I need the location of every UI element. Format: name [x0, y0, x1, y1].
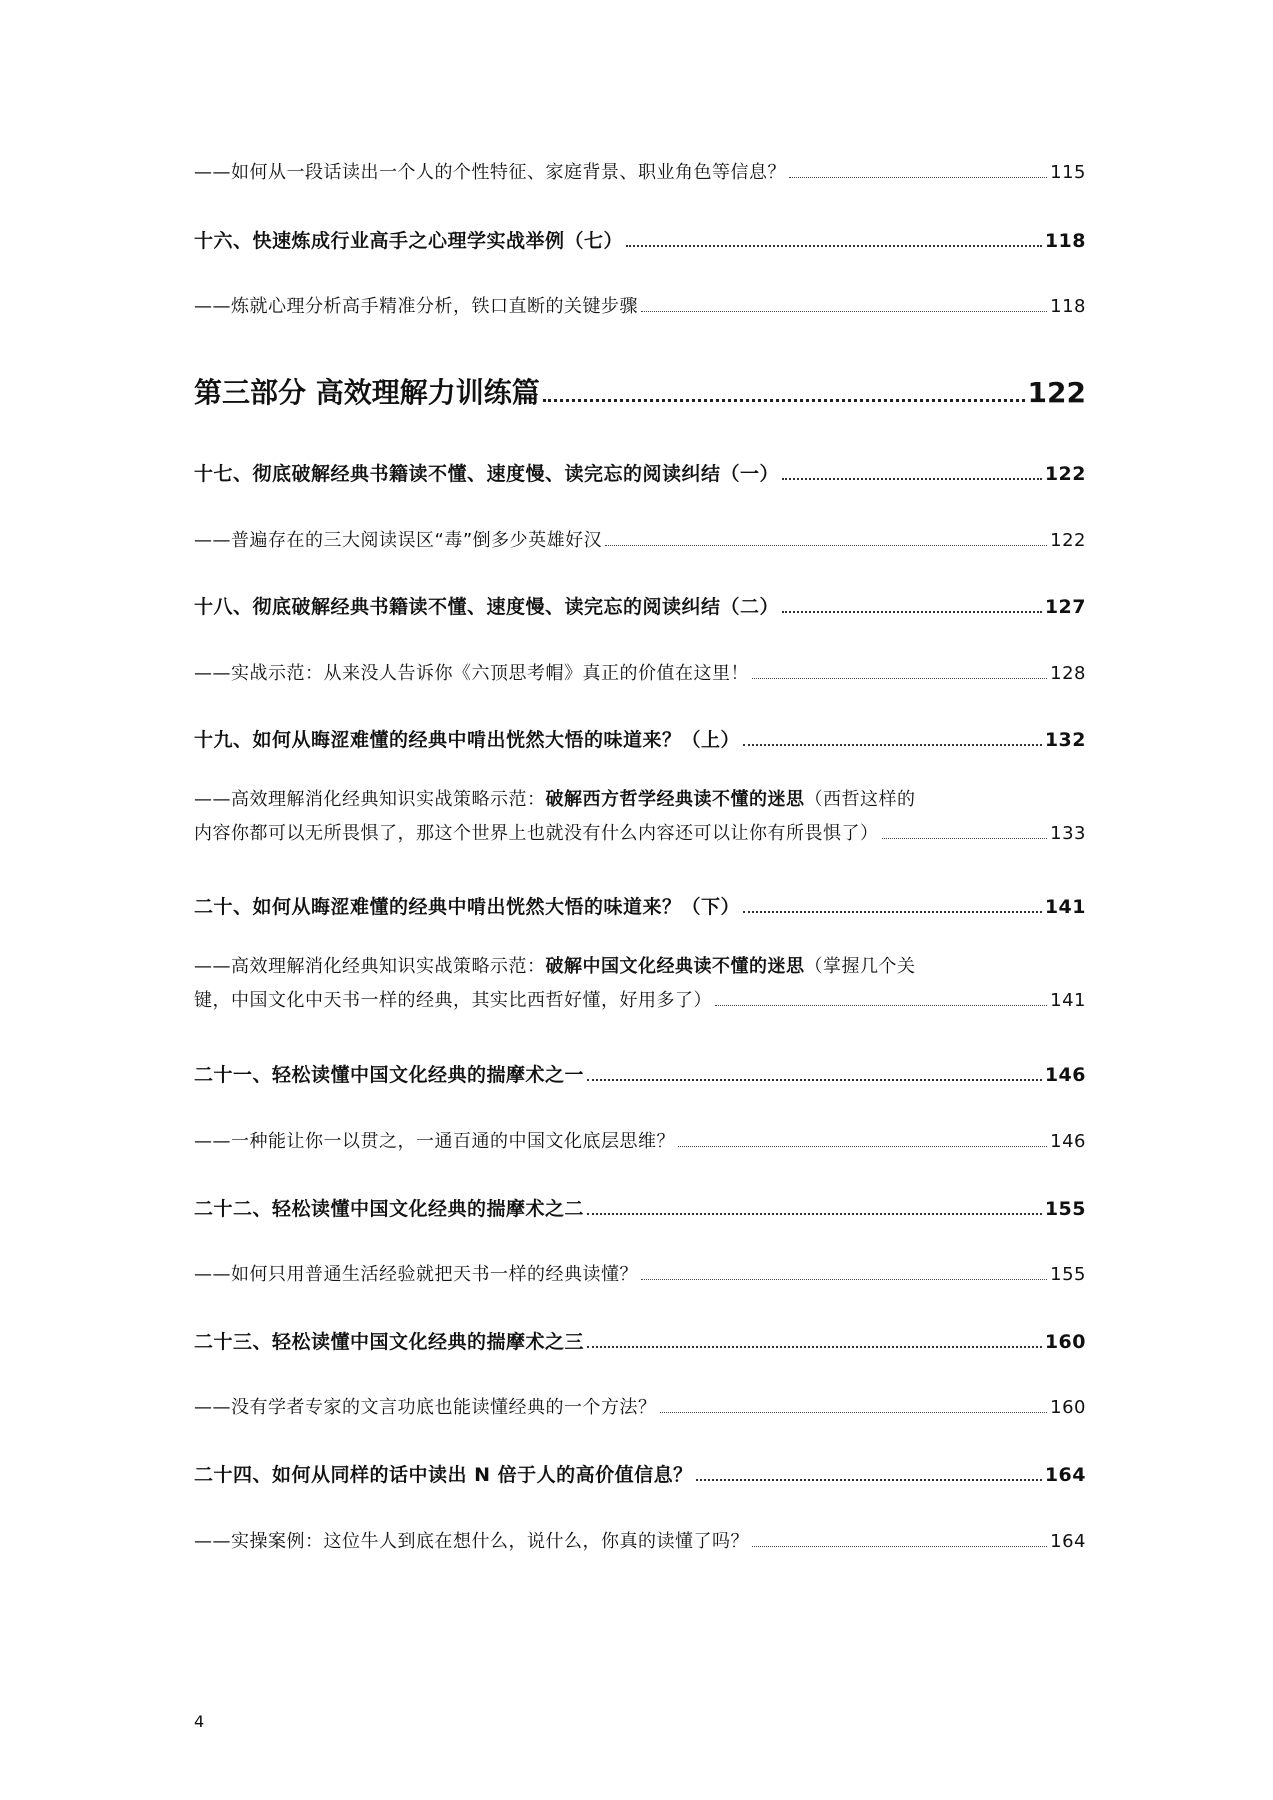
toc-entry-title: 二十四、如何从同样的话中读出 N 倍于人的高价值信息？: [194, 1464, 693, 1486]
toc-entry-sub[interactable]: [194, 292, 1086, 318]
toc-entry-title: 十七、彻底破解经典书籍读不懂、速度慢、读完忘的阅读纠结（一）: [194, 463, 780, 485]
dot-leader: [641, 1278, 1047, 1280]
toc-block-continuation: 键，中国文化中天书一样的经典，其实比西哲好懂，好用多了）: [194, 990, 712, 1011]
toc-block-prefix: ——高效理解消化经典知识实战策略示范：: [194, 789, 546, 810]
toc-entry-page: 160: [1044, 1331, 1086, 1353]
toc-block-line2: [194, 984, 1086, 1018]
toc-entry-page: 155: [1050, 1264, 1086, 1285]
dot-leader: [715, 1004, 1047, 1006]
toc-entry-sub[interactable]: [194, 1527, 1086, 1553]
dot-leader: [789, 176, 1047, 178]
toc-block-line1: [194, 783, 1086, 817]
dot-leader: [626, 244, 1042, 247]
toc-entry-title: ——普遍存在的三大阅读误区“毒”倒多少英雄好汉: [194, 530, 603, 551]
toc-block-continuation: 内容你都可以无所畏惧了，那这个世界上也就没有什么内容还可以让你有所畏惧了）: [194, 823, 879, 844]
toc-block-bold: 破解中国文化经典读不懂的迷思: [545, 956, 805, 977]
dot-leader: [743, 910, 1042, 913]
toc-entry-page: 141: [1050, 990, 1086, 1011]
dot-leader: [587, 1078, 1042, 1081]
toc-entry-page: 118: [1050, 296, 1086, 317]
dot-leader: [678, 1145, 1047, 1147]
toc-entry-page: 127: [1044, 596, 1086, 618]
toc-entry-chapter[interactable]: [194, 1060, 1086, 1087]
dot-leader: [696, 1478, 1042, 1481]
dot-leader: [782, 610, 1042, 613]
toc-entry-chapter[interactable]: [194, 892, 1086, 919]
dot-leader: [743, 743, 1042, 746]
toc-entry-chapter[interactable]: [194, 725, 1086, 752]
toc-entry-page: 164: [1050, 1531, 1086, 1552]
toc-entry-page: 164: [1044, 1464, 1086, 1486]
toc-entry-title: ——实操案例：这位牛人到底在想什么，说什么，你真的读懂了吗？: [194, 1531, 749, 1552]
dot-leader: [587, 1212, 1042, 1215]
toc-part-title: 第三部分 高效理解力训练篇: [194, 376, 540, 409]
toc-entry-sub[interactable]: [194, 526, 1086, 552]
toc-block-tail: （掌握几个关: [804, 956, 916, 977]
dot-leader: [752, 1545, 1047, 1547]
toc-entry-chapter[interactable]: [194, 1327, 1086, 1354]
toc-block-tail: （西哲这样的: [804, 789, 916, 810]
dot-leader: [543, 398, 1025, 402]
toc-entry-page: 122: [1044, 463, 1086, 485]
toc-entry-page: 133: [1050, 823, 1086, 844]
toc-entry-title: 二十、如何从晦涩难懂的经典中啃出恍然大悟的味道来？（下）: [194, 896, 741, 918]
toc-entry-sub[interactable]: [194, 1127, 1086, 1153]
toc-block-line1: [194, 950, 1086, 984]
toc-entry-sub[interactable]: [194, 158, 1086, 184]
toc-entry-title: ——如何只用普通生活经验就把天书一样的经典读懂？: [194, 1264, 638, 1285]
toc-entry-page: 160: [1050, 1397, 1086, 1418]
toc-entry-page: 141: [1044, 896, 1086, 918]
toc-entry-title: 十八、彻底破解经典书籍读不懂、速度慢、读完忘的阅读纠结（二）: [194, 596, 780, 618]
toc-entry-title: ——没有学者专家的文言功底也能读懂经典的一个方法？: [194, 1397, 657, 1418]
dot-leader: [660, 1411, 1048, 1413]
toc-entry-page: 122: [1027, 376, 1086, 409]
toc-entry-chapter[interactable]: [194, 226, 1086, 253]
toc-entry-chapter[interactable]: [194, 1194, 1086, 1221]
toc-entry-page: 155: [1044, 1198, 1086, 1220]
dot-leader: [782, 477, 1042, 480]
toc-block-bold: 破解西方哲学经典读不懂的迷思: [545, 789, 805, 810]
page-number: 4: [194, 1712, 205, 1731]
dot-leader: [882, 837, 1048, 839]
toc-entry-page: 118: [1044, 230, 1086, 252]
toc-entry-title: 十六、快速炼成行业高手之心理学实战举例（七）: [194, 230, 624, 252]
dot-leader: [605, 544, 1047, 546]
toc-entry-title: 二十二、轻松读懂中国文化经典的揣摩术之二: [194, 1198, 585, 1220]
toc-block-line2: [194, 817, 1086, 851]
toc-entry-sub-multiline[interactable]: [194, 950, 1086, 1018]
toc-entry-chapter[interactable]: [194, 459, 1086, 486]
toc-entry-page: 132: [1044, 729, 1086, 751]
toc-entry-title: 十九、如何从晦涩难懂的经典中啃出恍然大悟的味道来？（上）: [194, 729, 741, 751]
toc-entry-title: 二十一、轻松读懂中国文化经典的揣摩术之一: [194, 1064, 585, 1086]
toc-entry-chapter[interactable]: [194, 592, 1086, 619]
toc-entry-sub[interactable]: [194, 659, 1086, 685]
toc-entry-title: ——炼就心理分析高手精准分析，铁口直断的关键步骤: [194, 296, 638, 317]
toc-entry-title: ——实战示范：从来没人告诉你《六顶思考帽》真正的价值在这里！: [194, 663, 749, 684]
toc-entry-sub[interactable]: [194, 1260, 1086, 1286]
dot-leader: [587, 1345, 1042, 1348]
toc-entry-page: 122: [1050, 530, 1086, 551]
toc-block-prefix: ——高效理解消化经典知识实战策略示范：: [194, 956, 546, 977]
toc-entry-chapter[interactable]: [194, 1460, 1086, 1487]
toc-entry-page: 128: [1050, 663, 1086, 684]
dot-leader: [641, 310, 1047, 312]
toc-entry-part[interactable]: [194, 371, 1086, 411]
toc-entry-title: 二十三、轻松读懂中国文化经典的揣摩术之三: [194, 1331, 585, 1353]
toc-entry-page: 115: [1050, 162, 1086, 183]
toc-entry-page: 146: [1044, 1064, 1086, 1086]
toc-entry-sub-multiline[interactable]: [194, 783, 1086, 851]
toc-entry-title: ——一种能让你一以贯之，一通百通的中国文化底层思维？: [194, 1131, 675, 1152]
dot-leader: [752, 677, 1047, 679]
toc-entry-title: ——如何从一段话读出一个人的个性特征、家庭背景、职业角色等信息？: [194, 162, 786, 183]
toc-entry-sub[interactable]: [194, 1393, 1086, 1419]
toc-entry-page: 146: [1050, 1131, 1086, 1152]
